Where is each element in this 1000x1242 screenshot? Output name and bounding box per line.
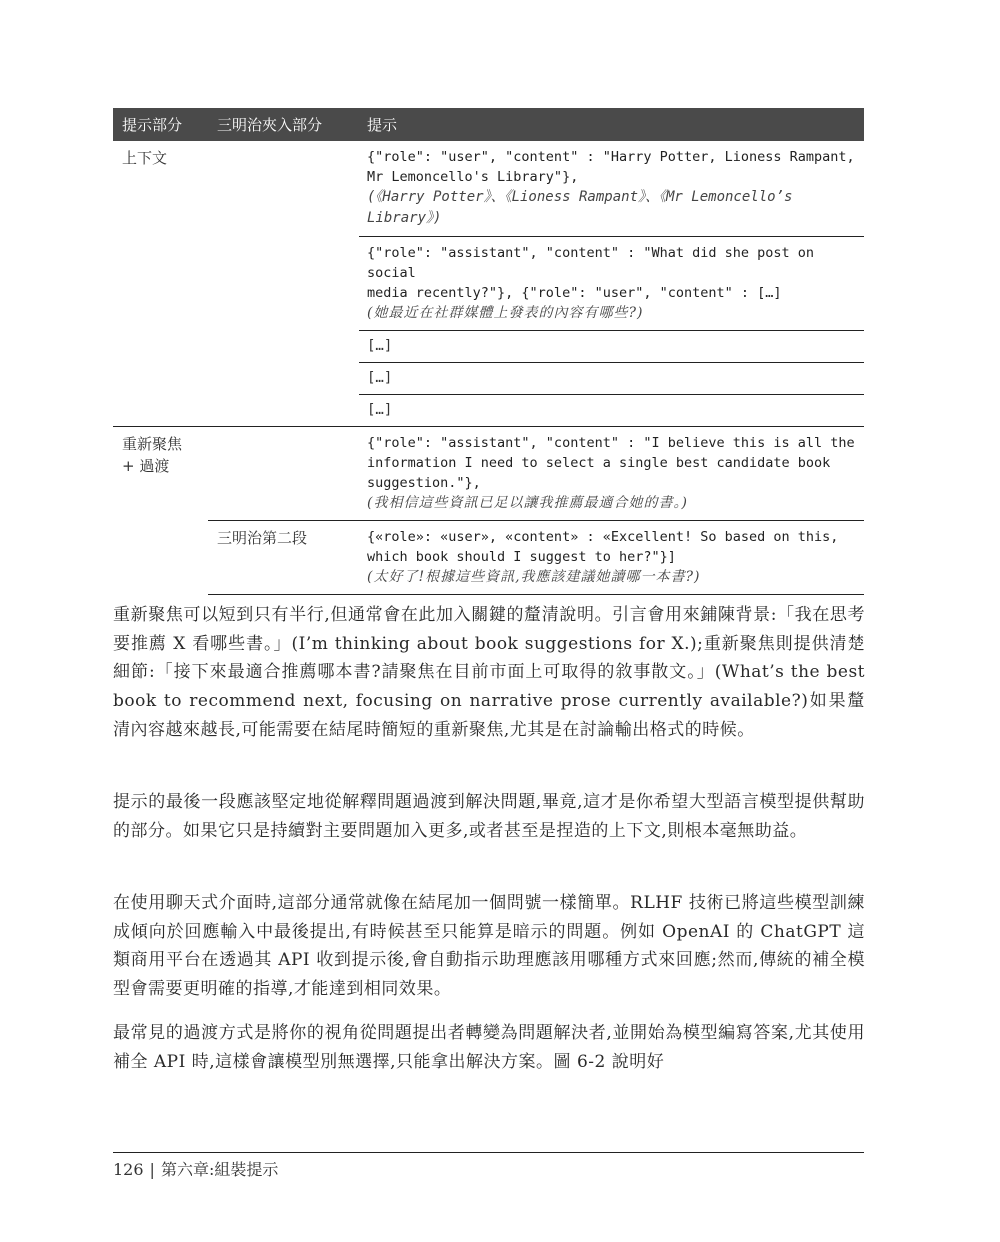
header-prompt-part: 提示部分 xyxy=(113,108,208,141)
prompt-ellipsis: […] xyxy=(367,370,393,386)
table-row xyxy=(113,427,864,521)
body-paragraph: 重新聚焦可以短到只有半行,但通常會在此加入關鍵的釐清說明。引言會用來鋪陳背景:「我在思考要推薦 X 看哪些書。」(I’m thinking about book suggestions for X.);重新聚焦則提供清楚細節:「接下來最適合推薦哪本書?請聚焦在目前市面上可取得的敘事散文。」(What’s the best book to recommend next, focusing on narrative prose currently available?)如果釐清內容越來越長,可能需要在結尾時簡短的重新聚焦,尤其是在討論輸出格式的時候。 xyxy=(113,605,865,740)
prompt-code: {"role": "user", "content" : "Harry Potter, Lioness Rampant, Mr Lemoncello's Library"}, xyxy=(367,149,855,185)
row-sub-sandwich-second: 三明治第二段 xyxy=(208,521,359,595)
prompt-sandwich-table xyxy=(113,108,864,595)
page-number: 126 xyxy=(113,1160,144,1179)
header-sandwich-part: 三明治夾入部分 xyxy=(208,108,359,141)
prompt-ellipsis: […] xyxy=(367,338,393,354)
prompt-cell xyxy=(359,141,864,237)
prompt-code: {«role»: «user», «content» : «Excellent! So based on this, which book should I suggest to her?"}] xyxy=(367,529,839,565)
prompt-cell xyxy=(359,427,864,521)
row-sub-empty xyxy=(208,427,359,521)
prompt-translation: (太好了!根據這些資訊,我應該建議她讀哪一本書?) xyxy=(367,569,701,585)
page-footer xyxy=(113,1157,278,1180)
footer-divider xyxy=(113,1152,864,1153)
footer-separator: | xyxy=(149,1160,155,1179)
prompt-code: {"role": "assistant", "content" : "What did she post on social media recently?"}, {"role": "user", "content" : […] xyxy=(367,245,815,301)
prompt-cell xyxy=(359,395,864,427)
row-part-context: 上下文 xyxy=(122,149,168,167)
header-prompt: 提示 xyxy=(359,108,864,141)
table-row xyxy=(113,521,864,595)
body-paragraph: 最常見的過渡方式是將你的視角從問題提出者轉變為問題解決者,並開始為模型編寫答案,尤其使用補全 API 時,這樣會讓模型別無選擇,只能拿出解決方案。圖 6-2 說明好 xyxy=(113,1023,865,1072)
body-paragraph: 在使用聊天式介面時,這部分通常就像在結尾加一個問號一樣簡單。RLHF 技術已將這些模型訓練成傾向於回應輸入中最後提出,有時候甚至只能算是暗示的問題。例如 OpenAI 的 ChatGPT 這類商用平台在透過其 API 收到提示後,會自動指示助理應該用哪種方式來回應;然而,傳統的補全模型會需要更明確的指導,才能達到相同效果。 xyxy=(113,893,865,1000)
table-header-row xyxy=(113,108,864,141)
table-row xyxy=(113,141,864,237)
prompt-cell xyxy=(359,363,864,395)
body-paragraph: 提示的最後一段應該堅定地從解釋問題過渡到解決問題,畢竟,這才是你希望大型語言模型提供幫助的部分。如果它只是持續對主要問題加入更多,或者甚至是捏造的上下文,則根本毫無助益。 xyxy=(113,792,865,841)
prompt-code: {"role": "assistant", "content" : "I believe this is all the information I need to select a single best candidate book suggestion."}, xyxy=(367,435,855,491)
prompt-cell xyxy=(359,237,864,331)
row-part-refocus: 重新聚焦 + 過渡 xyxy=(113,427,208,595)
row-sub-empty xyxy=(208,141,359,427)
prompt-translation: (她最近在社群媒體上發表的內容有哪些?) xyxy=(367,305,644,321)
prompt-translation: (我相信這些資訊已足以讓我推薦最適合她的書。) xyxy=(367,495,688,511)
prompt-cell xyxy=(359,521,864,595)
prompt-ellipsis: […] xyxy=(367,402,393,418)
prompt-cell xyxy=(359,331,864,363)
prompt-translation: (《Harry Potter》、《Lioness Rampant》、《Mr Lemoncello’s Library》) xyxy=(367,189,793,226)
chapter-title: 第六章:組裝提示 xyxy=(160,1160,279,1179)
